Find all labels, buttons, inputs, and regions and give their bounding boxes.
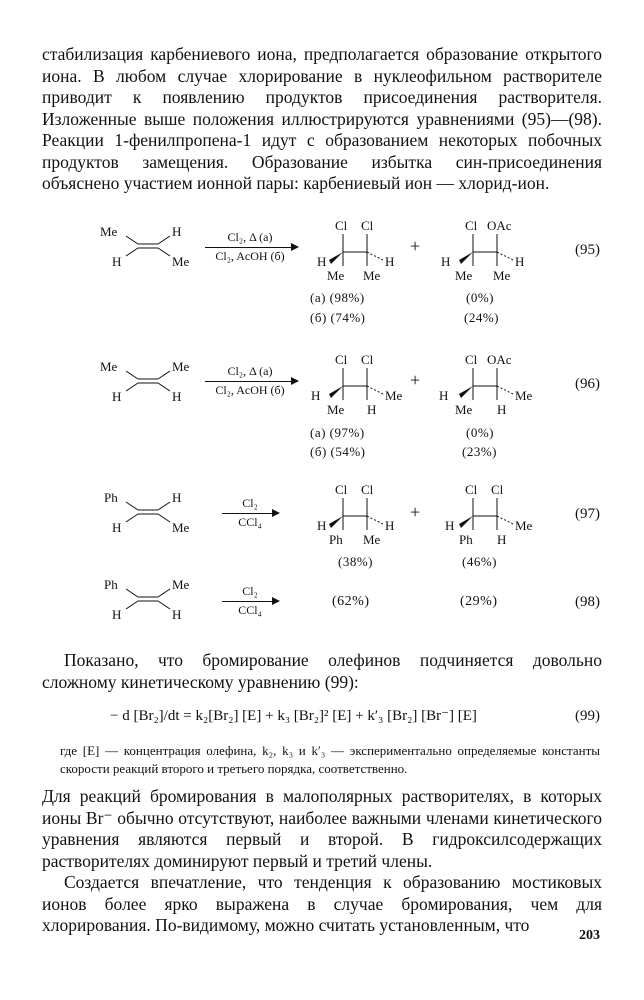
svg-text:H: H: [317, 518, 327, 533]
equation-number: (95): [575, 242, 600, 258]
svg-text:H: H: [172, 389, 182, 404]
svg-text:Cl: Cl: [361, 482, 374, 497]
svg-text:Me: Me: [172, 577, 190, 592]
reaction-arrow: [205, 247, 297, 248]
yield: (38%): [338, 554, 373, 569]
svg-text:Me: Me: [100, 359, 118, 374]
svg-text:H: H: [385, 518, 395, 533]
kinetic-plus-2: +: [355, 708, 364, 724]
product-1-structure: [305, 480, 415, 550]
svg-text:Me: Me: [363, 532, 381, 547]
kinetic-lhs: − d [Br₂]/dt =: [110, 708, 192, 724]
paragraph-intro: стабилизация карбениевого иона, предполагается образование открытого иона. В любом случае хлорирование в нуклеофильном растворителе приводит к появлению продуктов присоединения растворителя. Изложенные выше положения иллюстрируются уравнениями (95)—(98). Реакции 1-фенилпропена-1 идут с образованием некоторых побочных продуктов замещения. Образование избытка син-присоединения объяснено участием ионной пары: карбениевый ион — хлорид-ион.: [42, 44, 602, 193]
reactant-structure: [98, 357, 198, 407]
reactant-structure: [98, 488, 198, 538]
svg-text:Cl: Cl: [491, 482, 504, 497]
yield: (46%): [462, 554, 497, 569]
condition-top: Cl₂: [242, 584, 258, 598]
reaction-arrow: [205, 381, 297, 382]
equation-number: (98): [575, 594, 600, 610]
svg-text:Me: Me: [172, 520, 190, 535]
condition-top: Cl₂, Δ (а): [227, 230, 273, 244]
product-2-structure: [435, 216, 555, 286]
svg-text:H: H: [445, 518, 455, 533]
svg-text:Cl: Cl: [335, 218, 348, 233]
svg-text:Cl: Cl: [465, 352, 478, 367]
kinetic-term-1: k₂[Br₂] [E]: [195, 708, 262, 724]
yield-b: (24%): [464, 310, 499, 325]
variable-explanation: где [E] — концентрация олефина, k₂, k₃ и k′₃ — экспериментально определяемые константы скорости реакций второго и третьего порядка, соответственно.: [60, 743, 600, 776]
substituent-bl: H: [112, 254, 122, 269]
svg-text:Ph: Ph: [104, 577, 118, 592]
condition-top: Cl₂: [242, 496, 258, 510]
paragraph-kinetics-intro: Показано, что бромирование олефинов подчиняется довольно сложному кинетическому уравнению (99):: [42, 650, 602, 692]
svg-text:Me: Me: [455, 268, 473, 283]
yield-b: (б) (74%): [310, 310, 366, 325]
kinetic-plus-1: +: [265, 708, 274, 724]
svg-text:H: H: [172, 490, 182, 505]
svg-text:Me: Me: [493, 268, 511, 283]
svg-text:H: H: [317, 254, 327, 269]
reaction-arrow: [222, 513, 278, 514]
svg-text:Me: Me: [515, 518, 533, 533]
svg-text:H: H: [112, 607, 122, 622]
svg-text:Me: Me: [172, 359, 190, 374]
svg-text:Cl: Cl: [361, 218, 374, 233]
equation-number: (99): [575, 708, 600, 724]
reactant-structure: [98, 222, 198, 272]
plus-sign: +: [410, 502, 421, 522]
yield-a: (а) (97%): [310, 425, 365, 440]
yield-a: (0%): [466, 425, 494, 440]
svg-text:Cl: Cl: [335, 352, 348, 367]
yield-b: (23%): [462, 444, 497, 459]
svg-text:H: H: [439, 388, 449, 403]
paragraph-bromination: Для реакций бромирования в малополярных растворителях, в которых ионы Br⁻ обычно отсутствуют, наиболее важными членами кинетического уравнения являются первый и второй. В гидроксилсодержащих растворителях доминируют первый и третий члены.: [42, 786, 602, 871]
plus-sign: +: [410, 370, 421, 390]
yield-a: (0%): [466, 290, 494, 305]
svg-text:Me: Me: [385, 388, 403, 403]
svg-text:Cl: Cl: [465, 482, 478, 497]
product-1-structure: [305, 350, 415, 420]
svg-text:Ph: Ph: [104, 490, 118, 505]
yield: (62%): [332, 594, 370, 609]
svg-text:Me: Me: [455, 402, 473, 417]
product-2-structure: [435, 480, 555, 550]
substituent-tl: Me: [100, 224, 118, 239]
svg-text:Ph: Ph: [329, 532, 343, 547]
svg-text:Cl: Cl: [465, 218, 478, 233]
plus-sign: +: [410, 236, 421, 256]
kinetic-term-3: k′₃ [Br₂] [Br⁻] [E]: [367, 708, 477, 724]
condition-top: Cl₂, Δ (а): [227, 364, 273, 378]
svg-text:Me: Me: [327, 402, 345, 417]
equation-number: (96): [575, 376, 600, 392]
svg-text:H: H: [385, 254, 395, 269]
condition-bottom: CCl₄: [238, 603, 262, 617]
kinetic-equation: [110, 706, 477, 725]
condition-bottom: Cl₂, AcOH (б): [215, 383, 285, 397]
reaction-arrow: [222, 601, 278, 602]
reactant-structure: [98, 575, 198, 625]
svg-text:Ph: Ph: [459, 532, 473, 547]
svg-text:OAc: OAc: [487, 218, 512, 233]
condition-bottom: CCl₄: [238, 515, 262, 529]
svg-text:H: H: [367, 402, 377, 417]
product-2-structure: [435, 350, 555, 420]
svg-text:H: H: [441, 254, 451, 269]
svg-text:H: H: [112, 520, 122, 535]
yield: (29%): [460, 594, 498, 609]
paragraph-bridged-ions: Создается впечатление, что тенденция к образованию мостиковых ионов более ярко выражена в случае бромирования, чем для хлорирования. По-видимому, можно считать установленным, что: [42, 872, 602, 935]
page-number: 203: [579, 928, 600, 943]
svg-text:H: H: [497, 532, 507, 547]
substituent-br: Me: [172, 254, 190, 269]
yield-a: (а) (98%): [310, 290, 365, 305]
svg-text:H: H: [311, 388, 321, 403]
svg-text:H: H: [515, 254, 525, 269]
product-1-structure: [305, 216, 415, 286]
svg-text:Cl: Cl: [361, 352, 374, 367]
svg-text:H: H: [172, 607, 182, 622]
svg-text:Me: Me: [363, 268, 381, 283]
svg-text:Me: Me: [515, 388, 533, 403]
condition-bottom: Cl₂, AcOH (б): [215, 249, 285, 263]
substituent-tr: H: [172, 224, 182, 239]
svg-text:Cl: Cl: [335, 482, 348, 497]
svg-text:H: H: [112, 389, 122, 404]
equation-number: (97): [575, 506, 600, 522]
kinetic-term-2: k₃ [Br₂]² [E]: [277, 708, 352, 724]
svg-text:OAc: OAc: [487, 352, 512, 367]
svg-text:H: H: [497, 402, 507, 417]
yield-b: (б) (54%): [310, 444, 366, 459]
svg-text:Me: Me: [327, 268, 345, 283]
